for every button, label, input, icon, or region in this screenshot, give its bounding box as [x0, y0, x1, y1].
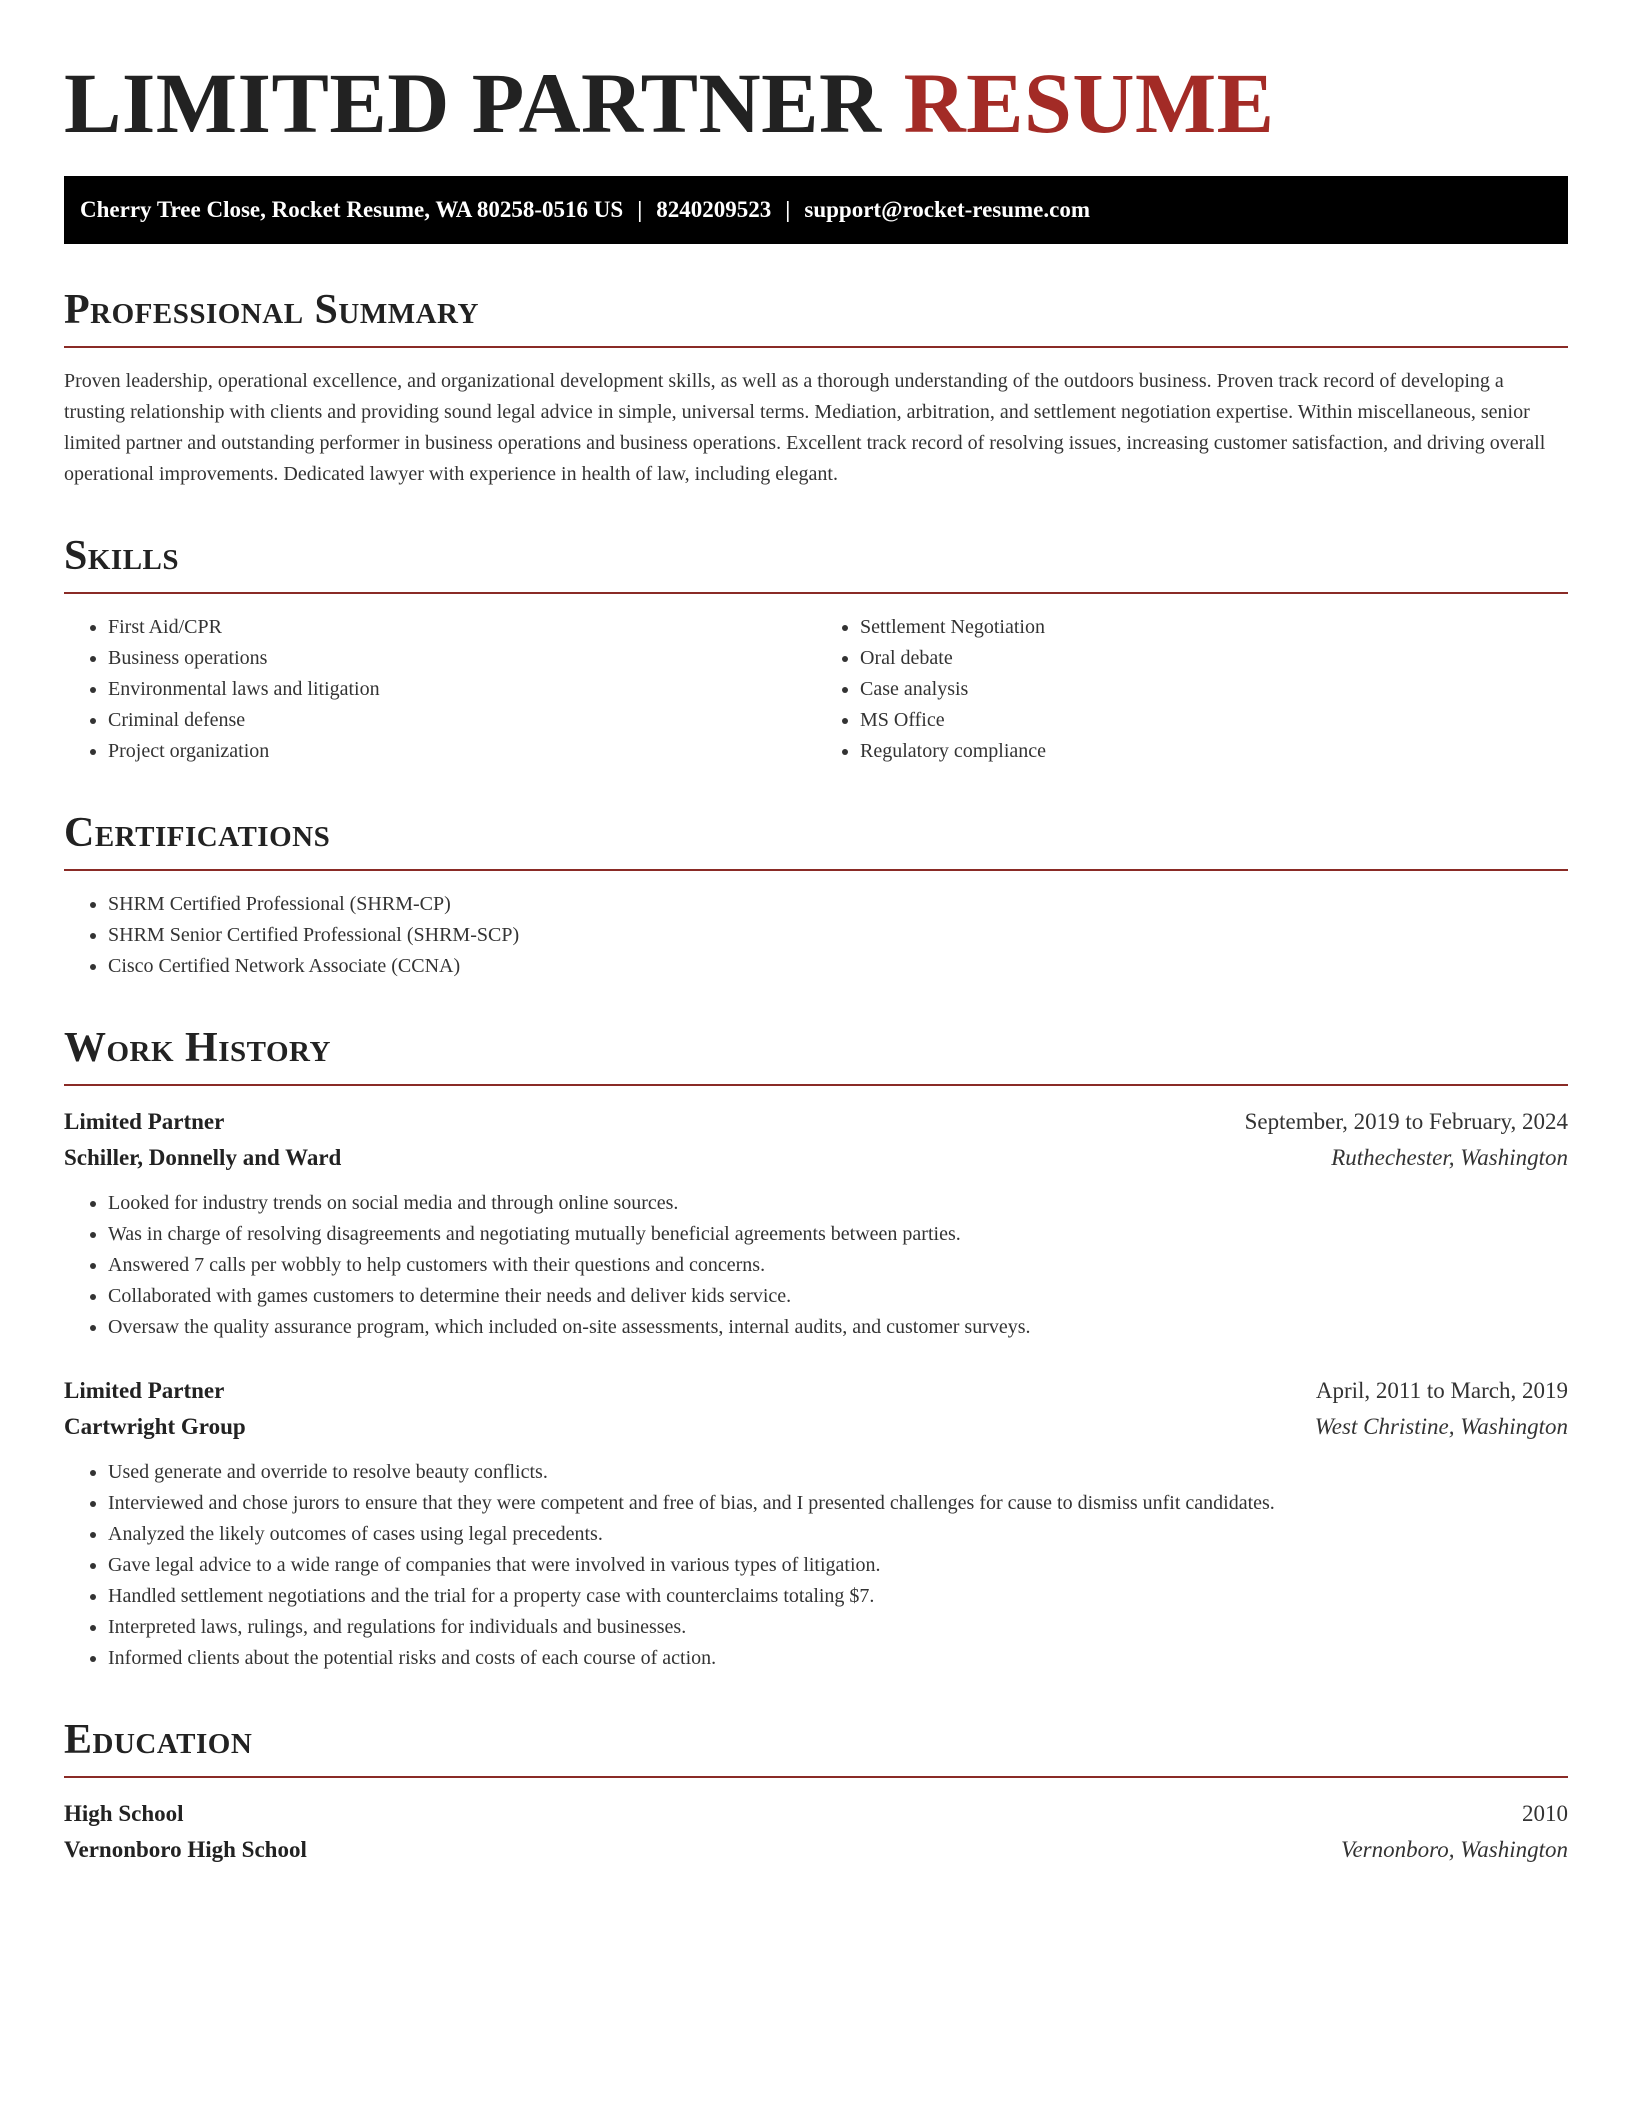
certifications-list: [64, 889, 1568, 982]
skill-item: • Regulatory compliance: [860, 736, 1568, 767]
skill-item: • Project organization: [108, 736, 816, 767]
job-company: Schiller, Donnelly and Ward: [64, 1145, 342, 1170]
work-history-section: [64, 1026, 1568, 1674]
job-dates: April, 2011 to March, 2019: [1315, 1378, 1568, 1403]
job-duty: • Was in charge of resolving disagreements and negotiating mutually beneficial agreements between parties.: [108, 1219, 1568, 1250]
job-duty: • Interviewed and chose jurors to ensure that they were competent and free of bias, and I presented challenges for cause to dismiss unfit candidates.: [108, 1488, 1568, 1519]
education-year: 2010: [1522, 1801, 1568, 1826]
title-main: LIMITED PARTNER: [64, 55, 882, 151]
contact-separator: |: [785, 197, 791, 222]
education-degree: High School: [64, 1801, 184, 1826]
job-company: Cartwright Group: [64, 1414, 246, 1439]
job-location: Ruthechester, Washington: [1331, 1145, 1568, 1170]
job-duty: • Informed clients about the potential risks and costs of each course of action.: [108, 1643, 1568, 1674]
summary-heading: Professional Summary: [64, 288, 1568, 348]
job-entry: [64, 1373, 1568, 1674]
job-duty: • Used generate and override to resolve beauty conflicts.: [108, 1457, 1568, 1488]
work-history-heading: Work History: [64, 1026, 1568, 1086]
resume-title: [64, 0, 1568, 151]
job-position: Limited Partner: [64, 1378, 225, 1403]
job-duty: • Interpreted laws, rulings, and regulations for individuals and businesses.: [108, 1612, 1568, 1643]
skill-item: • Environmental laws and litigation: [108, 674, 816, 705]
education-heading: Education: [64, 1718, 1568, 1778]
contact-email: support@rocket-resume.com: [804, 197, 1091, 222]
contact-bar: [64, 176, 1568, 244]
contact-phone: 8240209523: [656, 197, 772, 222]
job-duty: • Gave legal advice to a wide range of companies that were involved in various types of litigation.: [108, 1550, 1568, 1581]
skills-list-right: [816, 612, 1568, 767]
job-location: West Christine, Washington: [1314, 1414, 1568, 1439]
certifications-heading: Certifications: [64, 811, 1568, 871]
contact-separator: |: [637, 197, 643, 222]
skill-item: • Oral debate: [860, 643, 1568, 674]
skills-section: [64, 534, 1568, 767]
certification-item: • SHRM Senior Certified Professional (SHRM-SCP): [108, 920, 1568, 951]
skills-heading: Skills: [64, 534, 1568, 594]
education-section: [64, 1718, 1568, 1868]
job-duties-list: [64, 1457, 1568, 1674]
job-duty: • Looked for industry trends on social media and through online sources.: [108, 1188, 1568, 1219]
job-position: Limited Partner: [64, 1109, 225, 1134]
skill-item: • Settlement Negotiation: [860, 612, 1568, 643]
summary-text: Proven leadership, operational excellence, and organizational development skills, as well as a thorough understanding of the outdoors business. Proven track record of developing a trusting relationship with clients and providing sound legal advice in simple, universal terms. Mediation, arbitration, and settlement negotiation expertise. Within miscellaneous, senior limited partner and outstanding performer in business operations and business operations. Excellent track record of resolving issues, increasing customer satisfaction, and driving overall operational improvements. Dedicated lawyer with experience in health of law, including elegant.: [64, 370, 1546, 485]
certifications-section: [64, 811, 1568, 982]
job-duty: • Collaborated with games customers to determine their needs and deliver kids service.: [108, 1281, 1568, 1312]
job-duty: • Answered 7 calls per wobbly to help customers with their questions and concerns.: [108, 1250, 1568, 1281]
job-duty: • Handled settlement negotiations and the trial for a property case with counterclaims totaling $7.: [108, 1581, 1568, 1612]
job-entry: [64, 1104, 1568, 1343]
summary-section: [64, 288, 1568, 490]
education-school: Vernonboro High School: [64, 1837, 307, 1862]
education-location: Vernonboro, Washington: [1340, 1837, 1568, 1862]
job-duty: • Analyzed the likely outcomes of cases using legal precedents.: [108, 1519, 1568, 1550]
skill-item: • First Aid/CPR: [108, 612, 816, 643]
skill-item: • Case analysis: [860, 674, 1568, 705]
skill-item: • Business operations: [108, 643, 816, 674]
title-accent: RESUME: [903, 55, 1275, 151]
certification-item: • SHRM Certified Professional (SHRM-CP): [108, 889, 1568, 920]
certification-item: • Cisco Certified Network Associate (CCNA): [108, 951, 1568, 982]
skill-item: • MS Office: [860, 705, 1568, 736]
job-duties-list: [64, 1188, 1568, 1343]
skill-item: • Criminal defense: [108, 705, 816, 736]
skills-list-left: [64, 612, 816, 767]
job-dates: September, 2019 to February, 2024: [1244, 1109, 1568, 1134]
contact-address: Cherry Tree Close, Rocket Resume, WA 80258-0516 US: [80, 197, 624, 222]
job-duty: • Oversaw the quality assurance program, which included on-site assessments, internal audits, and customer surveys.: [108, 1312, 1568, 1343]
